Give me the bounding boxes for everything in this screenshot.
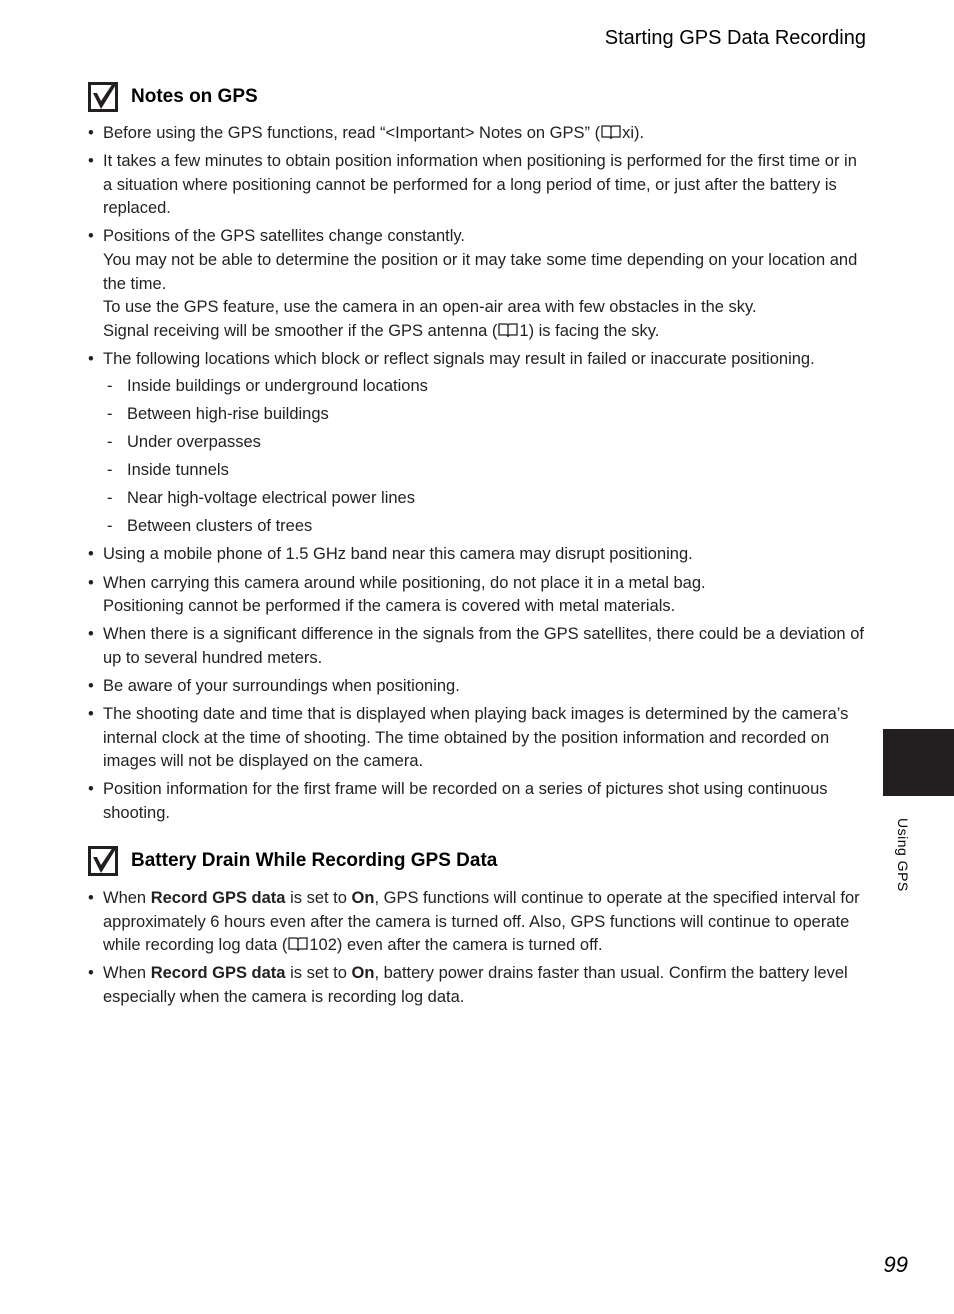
list-item: • Position information for the first frame will be recorded on a series of pictures shot using continuous shooting.	[88, 778, 870, 825]
chapter-tab	[883, 729, 954, 796]
notes-bullet-list	[88, 122, 870, 830]
check-mark-icon	[88, 846, 118, 876]
list-item: • Be aware of your surroundings when positioning.	[88, 675, 870, 699]
list-item: • The shooting date and time that is displayed when playing back images is determined by the camera’s internal clock at the time of shooting. The time obtained by the position information and recorded on images will not be displayed on the camera.	[88, 703, 870, 774]
notes-section-title: Notes on GPS	[131, 86, 258, 107]
list-item: • It takes a few minutes to obtain position information when positioning is performed for the first time or in a situation where positioning cannot be performed for a long period of time, or just after the battery is replaced.	[88, 150, 870, 221]
sub-list-item: - Between clusters of trees	[103, 515, 870, 539]
page-number: 99	[883, 1252, 908, 1277]
chapter-tab-label: Using GPS	[895, 818, 911, 892]
notes-section-heading	[88, 82, 258, 112]
sub-list-item: - Between high-rise buildings	[103, 403, 870, 427]
book-icon	[601, 124, 621, 140]
list-item: • When there is a significant difference in the signals from the GPS satellites, there could be a deviation of up to several hundred meters.	[88, 623, 870, 670]
running-header: Starting GPS Data Recording	[604, 27, 866, 49]
list-item: • When Record GPS data is set to On, GPS functions will continue to operate at the specified interval for approximately 6 hours even after the camera is turned off. Also, GPS functions will continue to operate while recording log data ( 102) even after the camera is turned off.	[88, 887, 870, 958]
list-item: • Using a mobile phone of 1.5 GHz band near this camera may disrupt positioning.	[88, 543, 870, 567]
sub-list-item: - Under overpasses	[103, 431, 870, 455]
battery-section-title: Battery Drain While Recording GPS Data	[131, 850, 498, 871]
check-mark-icon	[88, 82, 118, 112]
sub-list-item: - Near high-voltage electrical power lines	[103, 487, 870, 511]
list-item: • When Record GPS data is set to On, battery power drains faster than usual. Confirm the battery level especially when the camera is recording log data.	[88, 962, 870, 1009]
list-item: • The following locations which block or reflect signals may result in failed or inaccurate positioning. - Inside buildings or underground locations - Between high-rise buildings - Under overpasses - Inside tunnels - Near high-voltage electrical power lines - Between clusters of trees	[88, 348, 870, 539]
list-item: • Positions of the GPS satellites change constantly. You may not be able to determine the position or it may take some time depending on your location and the time. To use the GPS feature, use the camera in an open-air area with few obstacles in the sky. Signal receiving will be smoother if the GPS antenna ( 1) is facing the sky.	[88, 225, 870, 343]
location-sub-list	[103, 375, 870, 539]
sub-list-item: - Inside tunnels	[103, 459, 870, 483]
list-item: • Before using the GPS functions, read “<Important> Notes on GPS” ( xi).	[88, 122, 870, 146]
sub-list-item: - Inside buildings or underground locations	[103, 375, 870, 399]
book-icon	[288, 936, 308, 952]
list-item: • When carrying this camera around while positioning, do not place it in a metal bag. Positioning cannot be performed if the camera is covered with metal materials.	[88, 572, 870, 619]
battery-section-heading	[88, 846, 497, 876]
battery-bullet-list	[88, 887, 870, 1014]
book-icon	[498, 322, 518, 338]
